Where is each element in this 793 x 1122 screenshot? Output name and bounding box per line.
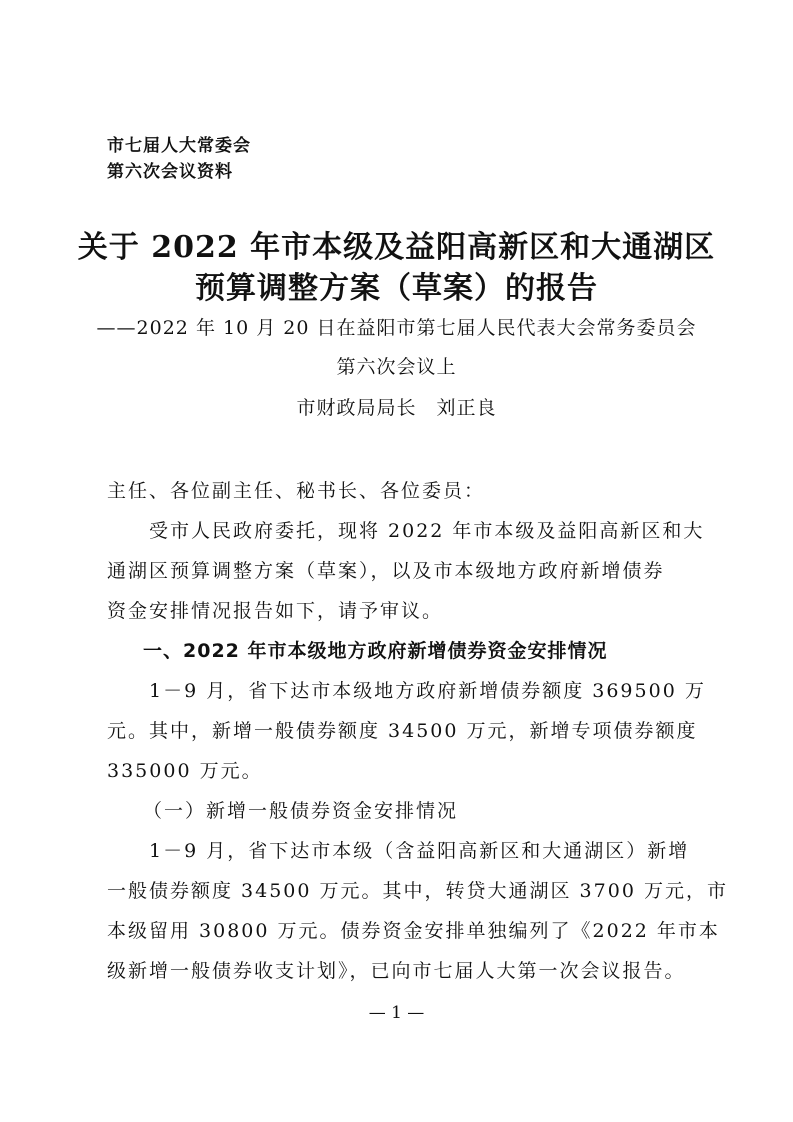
paragraph-1-line: 受市人民政府委托，现将 2022 年市本级及益阳高新区和大 (107, 520, 705, 542)
paragraph-3-line: 一般债券额度 34500 万元。其中，转贷大通湖区 3700 万元，市 (107, 880, 728, 902)
meeting-header-line-2: 第六次会议资料 (107, 162, 233, 182)
paragraph-2-line: 335000 万元。 (107, 760, 263, 782)
paragraph-1-line: 资金安排情况报告如下，请予审议。 (107, 600, 444, 622)
paragraph-3-line: 1－9 月，省下达市本级（含益阳高新区和大通湖区）新增 (107, 840, 690, 862)
paragraph-3-line: 本级留用 30800 万元。债券资金安排单独编列了《2022 年市本 (107, 920, 720, 942)
paragraph-3-line: 级新增一般债券收支计划》，已向市七届人大第一次会议报告。 (107, 960, 686, 982)
section-1-heading: 一、2022 年市本级地方政府新增债券资金安排情况 (143, 640, 608, 662)
paragraph-2-line: 1－9 月，省下达市本级地方政府新增债券额度 369500 万 (107, 680, 706, 702)
paragraph-2-line: 元。其中，新增一般债券额度 34500 万元，新增专项债券额度 (107, 720, 698, 742)
subsection-1-heading: （一）新增一般债券资金安排情况 (143, 800, 459, 822)
speaker-line: 市财政局局长 刘正良 (296, 397, 497, 419)
meeting-subtitle-line-2: 第六次会议上 (336, 356, 457, 378)
page-number: — 1 — (368, 1003, 425, 1023)
meeting-subtitle-line-1: ——2022 年 10 月 20 日在益阳市第七届人民代表大会常务委员会 (96, 317, 697, 339)
report-title-line-1: 关于 2022 年市本级及益阳高新区和大通湖区 (77, 230, 716, 265)
meeting-header-line-1: 市七届人大常委会 (107, 136, 251, 156)
salutation: 主任、各位副主任、秘书长、各位委员： (107, 480, 486, 502)
report-title-line-2: 预算调整方案（草案）的报告 (195, 271, 598, 306)
paragraph-1-line: 通湖区预算调整方案（草案），以及市本级地方政府新增债券 (107, 560, 665, 582)
